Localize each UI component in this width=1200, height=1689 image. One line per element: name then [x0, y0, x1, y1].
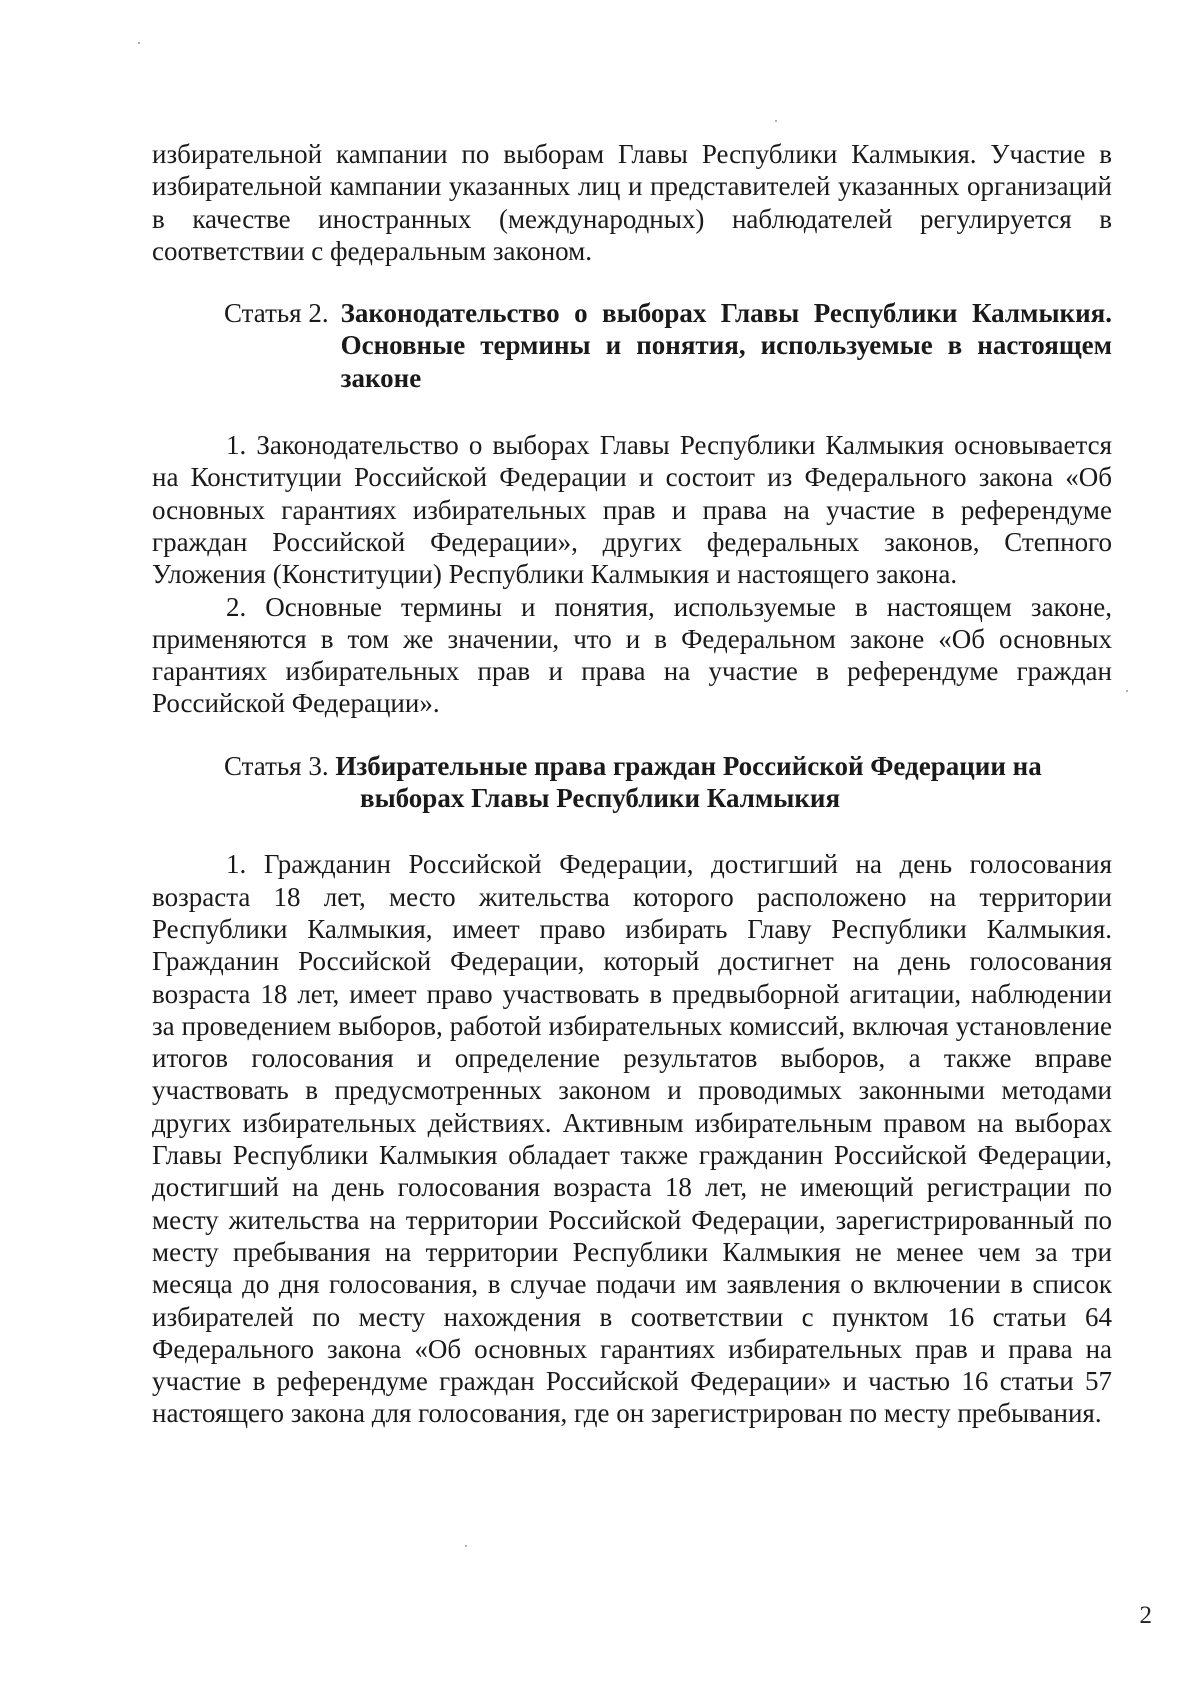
- article-3-title-line-1: Избирательные права граждан Российской Федерации на: [335, 750, 1042, 781]
- scan-speck: [465, 1545, 467, 1547]
- article-3-title-line-2: выборах Главы Республики Калмыкия: [360, 783, 841, 814]
- scan-speck: [775, 120, 777, 122]
- lead-paragraph: избирательной кампании по выборам Главы Республики Калмыкия. Участие в избирательной кампании указанных лиц и представителей указанных организаций в качестве иностранных (международных) наблюдателей регулируется в соответствии с федеральным законом.: [152, 139, 1112, 266]
- article-3-paragraph-1: 1. Гражданин Российской Федерации, достигший на день голосования возраста 18 лет, место жительства которого расположено на территории Республики Калмыкия, имеет право избирать Главу Республики Калмыкия. Гражданин Российской Федерации, который достигнет на день голосования возраста 18 лет, имеет право участвовать в предвыборной агитации, наблюдении за проведением выборов, работой избирательных комиссий, включая установление итогов голосования и определение результатов выборов, а также вправе участвовать в предусмотренных законом и проводимых законными методами других избирательных действиях. Активным избирательным правом на выборах Главы Республики Калмыкия обладает также гражданин Российской Федерации, достигший на день голосования возраста 18 лет, не имеющий регистрации по месту жительства на территории Российской Федерации, зарегистрированный по месту пребывания на территории Республики Калмыкия не менее чем за три месяца до дня голосования, в случае подачи им заявления о включении в список избирателей по месту нахождения в соответствии с пунктом 16 статьи 64 Федерального закона «Об основных гарантиях избирательных прав и права на участие в референдуме граждан Российской Федерации» и частью 16 статьи 57 настоящего закона для голосования, где он зарегистрирован по месту пребывания.: [152, 849, 1112, 1429]
- article-3-label: Статья 3.: [224, 750, 329, 781]
- scan-speck: [1126, 690, 1128, 692]
- article-2-label: Статья 2.: [224, 298, 329, 329]
- page-number: 2: [1139, 1602, 1152, 1629]
- article-3-heading: [152, 750, 1112, 815]
- article-2-title: Законодательство о выборах Главы Республики Калмыкия. Основные термины и понятия, используемые в настоящем законе: [340, 298, 1112, 393]
- article-2-paragraph-1: 1. Законодательство о выборах Главы Республики Калмыкия основывается на Конституции Российской Федерации и состоит из Федерального закона «Об основных гарантиях избирательных прав и права на участие в референдуме граждан Российской Федерации», других федеральных законов, Степного Уложения (Конституции) Республики Калмыкия и настоящего закона.: [152, 430, 1112, 590]
- article-2-heading: [152, 297, 1112, 394]
- document-page: [152, 138, 1112, 1430]
- article-2-paragraph-2: 2. Основные термины и понятия, используемые в настоящем законе, применяются в том же значении, что и в Федеральном законе «Об основных гарантиях избирательных прав и права на участие в референдуме граждан Российской Федерации».: [152, 591, 1112, 719]
- scan-speck: [138, 42, 140, 44]
